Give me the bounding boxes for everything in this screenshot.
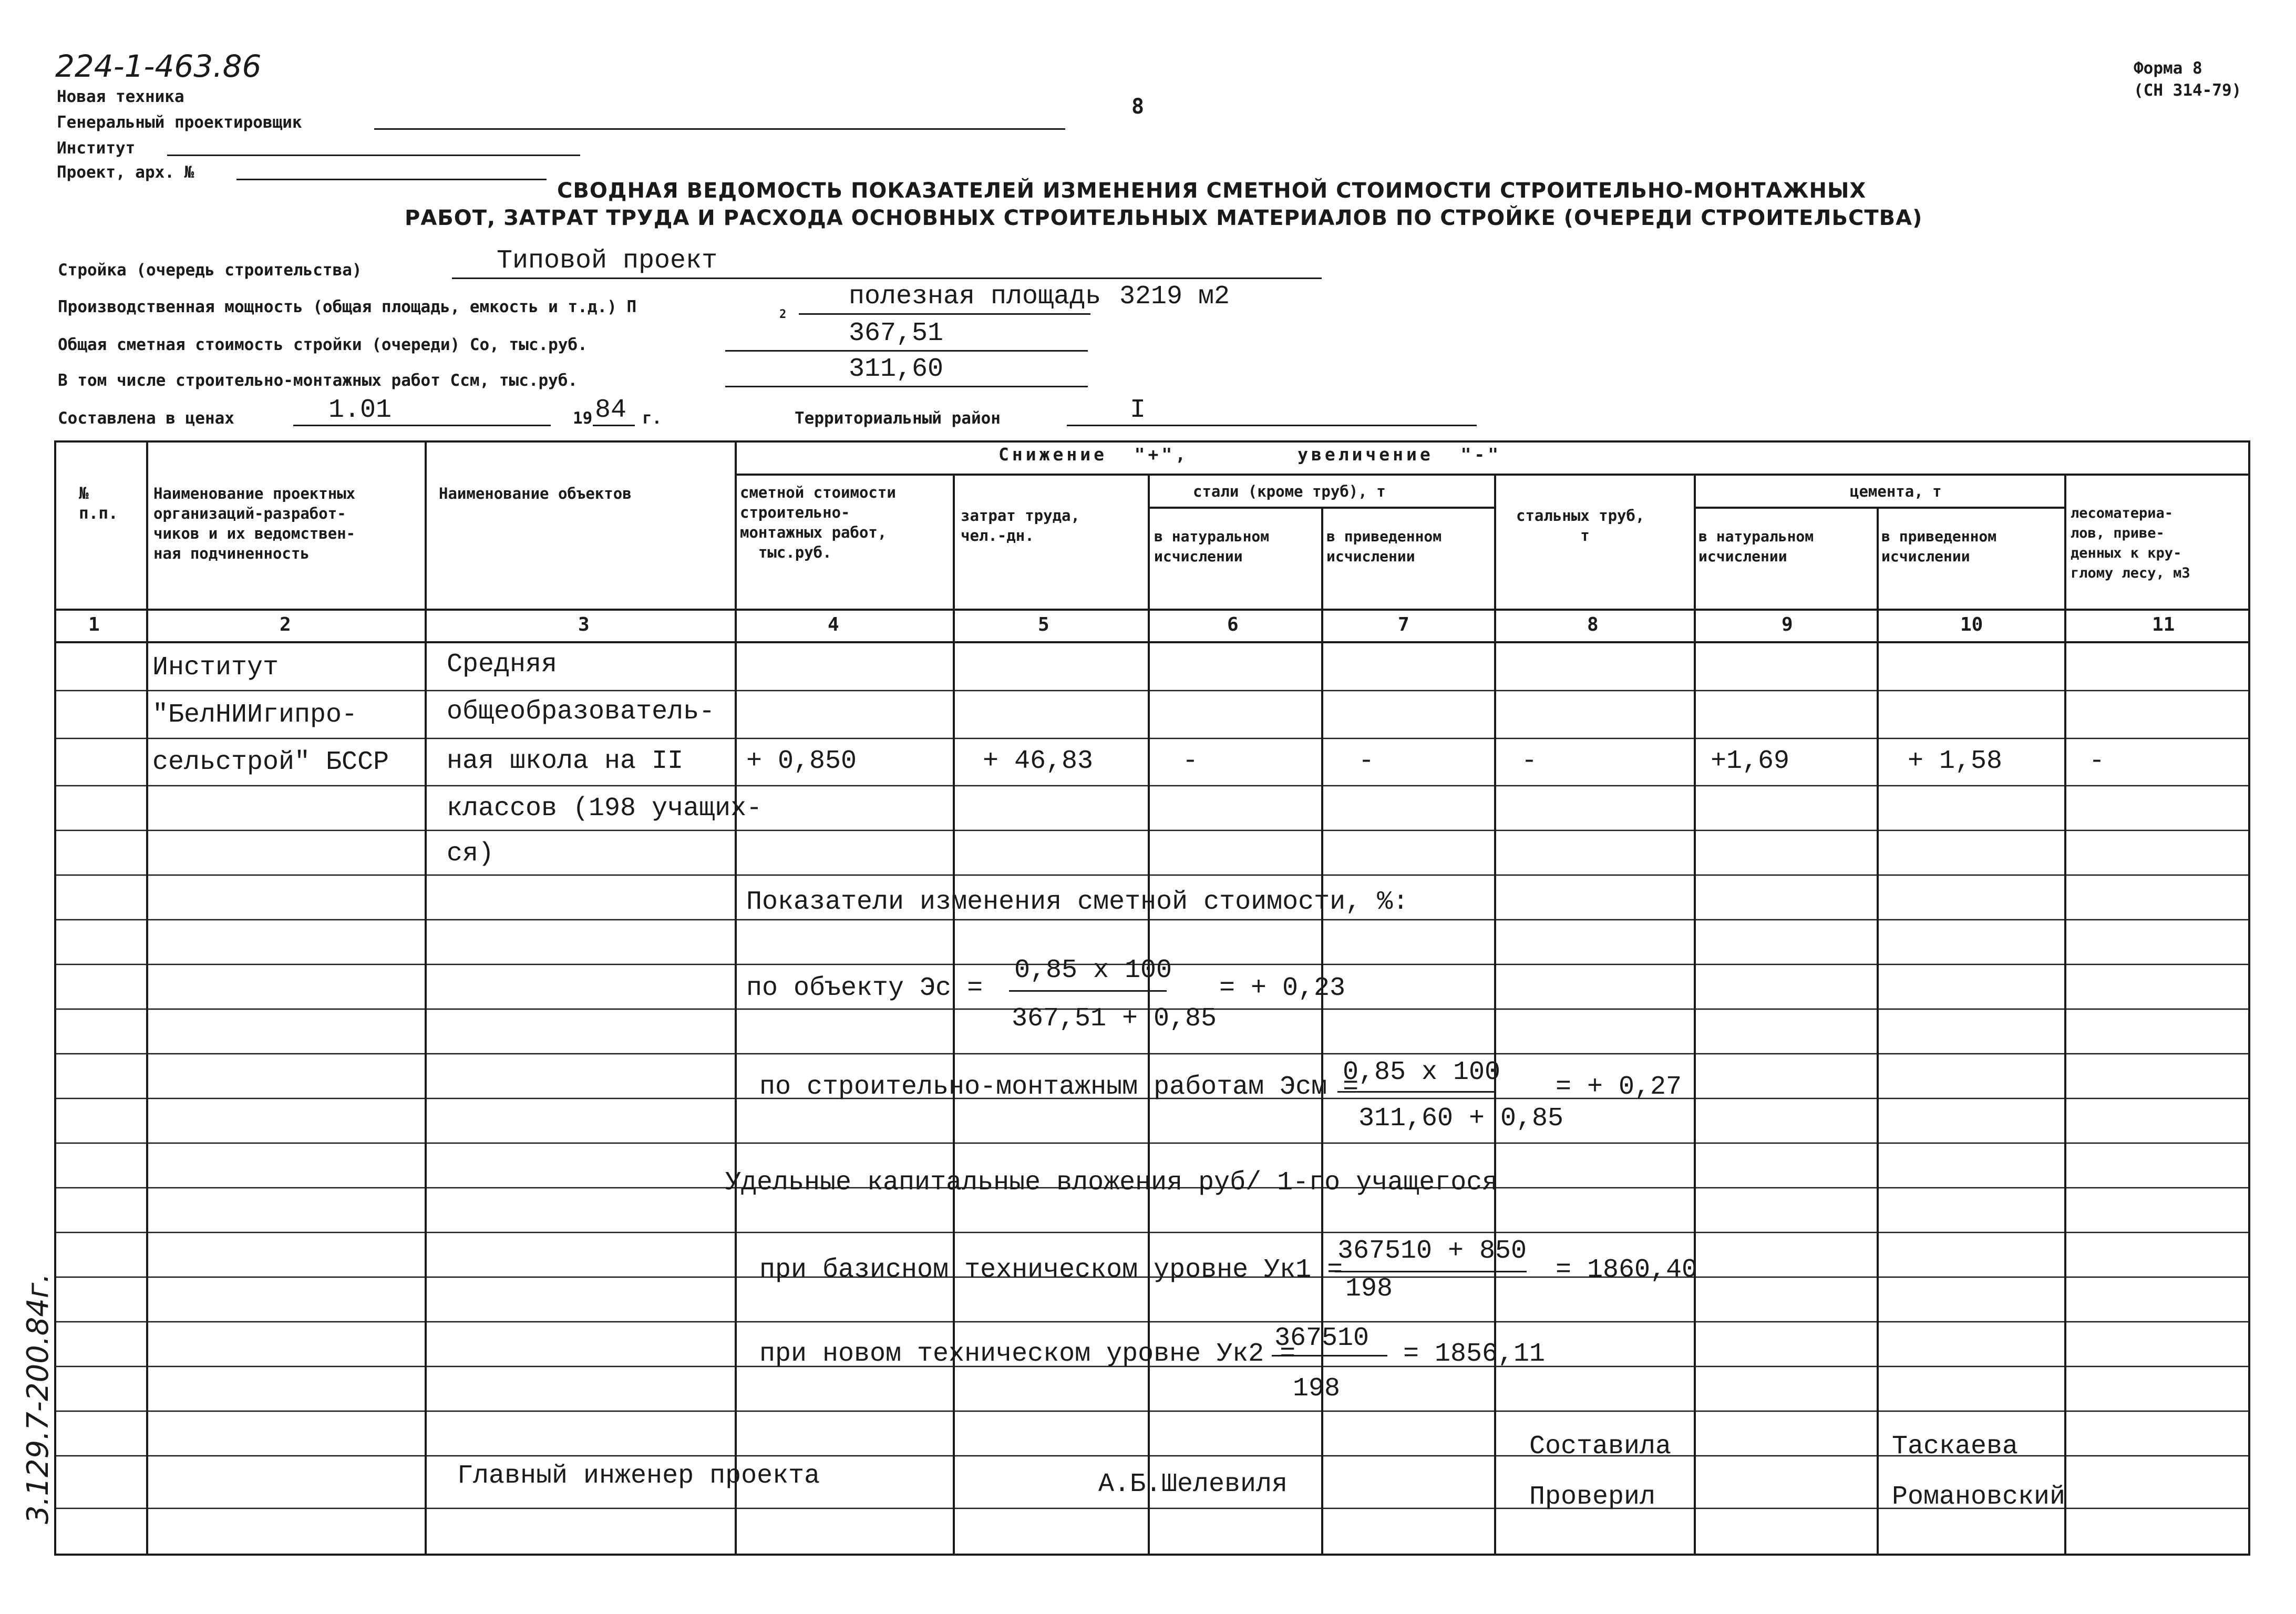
value-cost: + 0,850 <box>746 746 857 776</box>
capacity-label: Производственная мощность (общая площадь, емкость и т.д.) П <box>58 297 637 316</box>
calc-new-label: при новом техническом уровне Ук2 = <box>759 1339 1296 1369</box>
prices-label: Составлена в ценах <box>58 409 234 428</box>
value-steel-reduced: - <box>1358 746 1375 776</box>
value-steel-natural: - <box>1182 746 1199 776</box>
col-number: 11 <box>2152 614 2175 635</box>
col-header-5: затрат труда, чел.-дн. <box>961 507 1080 544</box>
col-number: 3 <box>578 614 590 635</box>
form-name: Форма 8 <box>2134 59 2202 78</box>
region-label: Территориальный район <box>795 409 1001 428</box>
prices-value: 1.01 <box>328 395 392 425</box>
fraction-bar <box>1272 1355 1387 1356</box>
calc-new-result: = 1856,11 <box>1403 1339 1546 1369</box>
value-labor: + 46,83 <box>983 746 1094 776</box>
checked-label: Проверил <box>1529 1482 1656 1512</box>
side-note: 3.129.7-200.84г. <box>21 1273 55 1524</box>
compiled-name: Таскаева <box>1892 1432 2019 1462</box>
checked-name: Романовский <box>1892 1482 2066 1512</box>
col-number: 4 <box>828 614 839 635</box>
field-new-tech: Новая техника <box>57 87 184 106</box>
col-number: 10 <box>1960 614 1983 635</box>
calc-object-numerator: 0,85 х 100 <box>1014 955 1172 985</box>
fraction-bar <box>1337 1091 1495 1093</box>
calc-new-numerator: 367510 <box>1274 1323 1370 1353</box>
year-prefix: 19 <box>573 409 593 428</box>
object-line: Средняя <box>447 650 558 680</box>
year-value: 84 <box>595 395 627 425</box>
col-number: 9 <box>1782 614 1793 635</box>
col-header-9: в натуральном исчислении <box>1698 528 1814 565</box>
calc-smr-label: по строительно-монтажным работам Эсм = <box>759 1072 1359 1102</box>
stroika-value: Типовой проект <box>497 246 718 276</box>
col-header-4: сметной стоимости строительно- монтажных работ, тыс.руб. <box>740 484 896 561</box>
capacity-value: полезная площадь <box>849 282 1101 312</box>
value-cement-reduced: + 1,58 <box>1908 746 2003 776</box>
col-header-steel: стали (кроме труб), т <box>1193 482 1386 500</box>
col-number: 1 <box>88 614 100 635</box>
calc-base-label: при базисном техническом уровне Ук1 = <box>759 1255 1343 1285</box>
calc-base-numerator: 367510 + 850 <box>1337 1236 1527 1266</box>
calc-specific-heading: Удельные капитальные вложения руб/ 1-го учащегося <box>725 1168 1498 1198</box>
calc-base-result: = 1860,40 <box>1556 1255 1698 1285</box>
chief-engineer-name: А.Б.Шелевиля <box>1098 1469 1288 1499</box>
col-header-2: Наименование проектных организаций-разработ- чиков и их ведомствен- ная подчиненность <box>153 485 356 562</box>
col-header-3: Наименование объектов <box>439 485 632 502</box>
col-number: 7 <box>1398 614 1409 635</box>
col-header-7: в приведенном исчислении <box>1326 528 1442 565</box>
col-header-6: в натуральном исчислении <box>1154 528 1270 565</box>
calc-smr-result: = + 0,27 <box>1556 1072 1682 1102</box>
org-line: "БелНИИгипро- <box>152 700 358 730</box>
value-cement-natural: +1,69 <box>1711 746 1790 776</box>
col-header-8: стальных труб, т <box>1516 507 1645 544</box>
calc-object-denominator: 367,51 + 0,85 <box>1012 1004 1217 1034</box>
calc-smr-numerator: 0,85 х 100 <box>1343 1057 1501 1087</box>
col-header-1: № п.п. <box>79 484 118 523</box>
total-cost-label: Общая сметная стоимость стройки (очереди) Со, тыс.руб. <box>58 335 588 354</box>
value-steel-pipes: - <box>1521 746 1538 776</box>
col-header-10: в приведенном исчислении <box>1881 528 1997 565</box>
org-line: Институт <box>152 653 279 683</box>
object-line: ная школа на II <box>447 746 684 776</box>
capacity-number: 3219 м2 <box>1119 282 1230 312</box>
compiled-label: Составила <box>1529 1432 1672 1462</box>
doc-code: 224-1-463.86 <box>55 48 262 84</box>
fraction-bar <box>1009 990 1167 992</box>
col-number: 8 <box>1587 614 1599 635</box>
form-ref: (СН 314-79) <box>2134 81 2242 100</box>
org-line: сельстрой" БССР <box>152 747 389 777</box>
calc-new-denominator: 198 <box>1293 1374 1341 1404</box>
page-number: 8 <box>1131 95 1145 119</box>
fraction-bar <box>1335 1271 1527 1272</box>
col-number: 5 <box>1038 614 1049 635</box>
field-project: Проект, арх. № <box>57 163 194 182</box>
chief-engineer-label: Главный инженер проекта <box>457 1461 820 1491</box>
smr-value: 311,60 <box>849 354 944 384</box>
capacity-sub: 2 <box>779 308 787 321</box>
region-value: I <box>1130 395 1146 425</box>
object-line: классов (198 учащих- <box>447 794 763 824</box>
object-line: общеобразователь- <box>447 697 715 727</box>
object-line: ся) <box>447 839 495 869</box>
value-timber: - <box>2089 746 2105 776</box>
calc-object-label: по объекту Эс = <box>746 973 983 1003</box>
calc-smr-denominator: 311,60 + 0,85 <box>1358 1104 1564 1134</box>
col-number: 2 <box>280 614 291 635</box>
col-number: 6 <box>1227 614 1239 635</box>
group-header: Снижение "+", увеличение "-" <box>998 444 1502 465</box>
calc-base-denominator: 198 <box>1345 1274 1393 1304</box>
title-line-1: СВОДНАЯ ВЕДОМОСТЬ ПОКАЗАТЕЛЕЙ ИЗМЕНЕНИЯ СМЕТНОЙ СТОИМОСТИ СТРОИТЕЛЬНО-МОНТАЖНЫХ <box>557 179 1867 203</box>
smr-label: В том числе строительно-монтажных работ Ссм, тыс.руб. <box>58 371 578 390</box>
title-line-2: РАБОТ, ЗАТРАТ ТРУДА И РАСХОДА ОСНОВНЫХ СТРОИТЕЛЬНЫХ МАТЕРИАЛОВ ПО СТРОЙКЕ (ОЧЕРЕДИ СТРОИТЕЛЬСТВА) <box>405 206 1923 230</box>
year-suffix: г. <box>642 409 662 428</box>
stroika-label: Стройка (очередь строительства) <box>58 261 362 280</box>
calc-heading: Показатели изменения сметной стоимости, %: <box>746 887 1409 917</box>
field-general-designer: Генеральный проектировщик <box>57 113 302 132</box>
col-header-cement: цемента, т <box>1850 482 1942 500</box>
col-header-11: лесоматериа- лов, приве- денных к кру- глому лесу, м3 <box>2071 505 2190 581</box>
total-cost-value: 367,51 <box>849 318 944 348</box>
calc-object-result: = + 0,23 <box>1219 973 1346 1003</box>
field-institute: Институт <box>57 139 136 158</box>
